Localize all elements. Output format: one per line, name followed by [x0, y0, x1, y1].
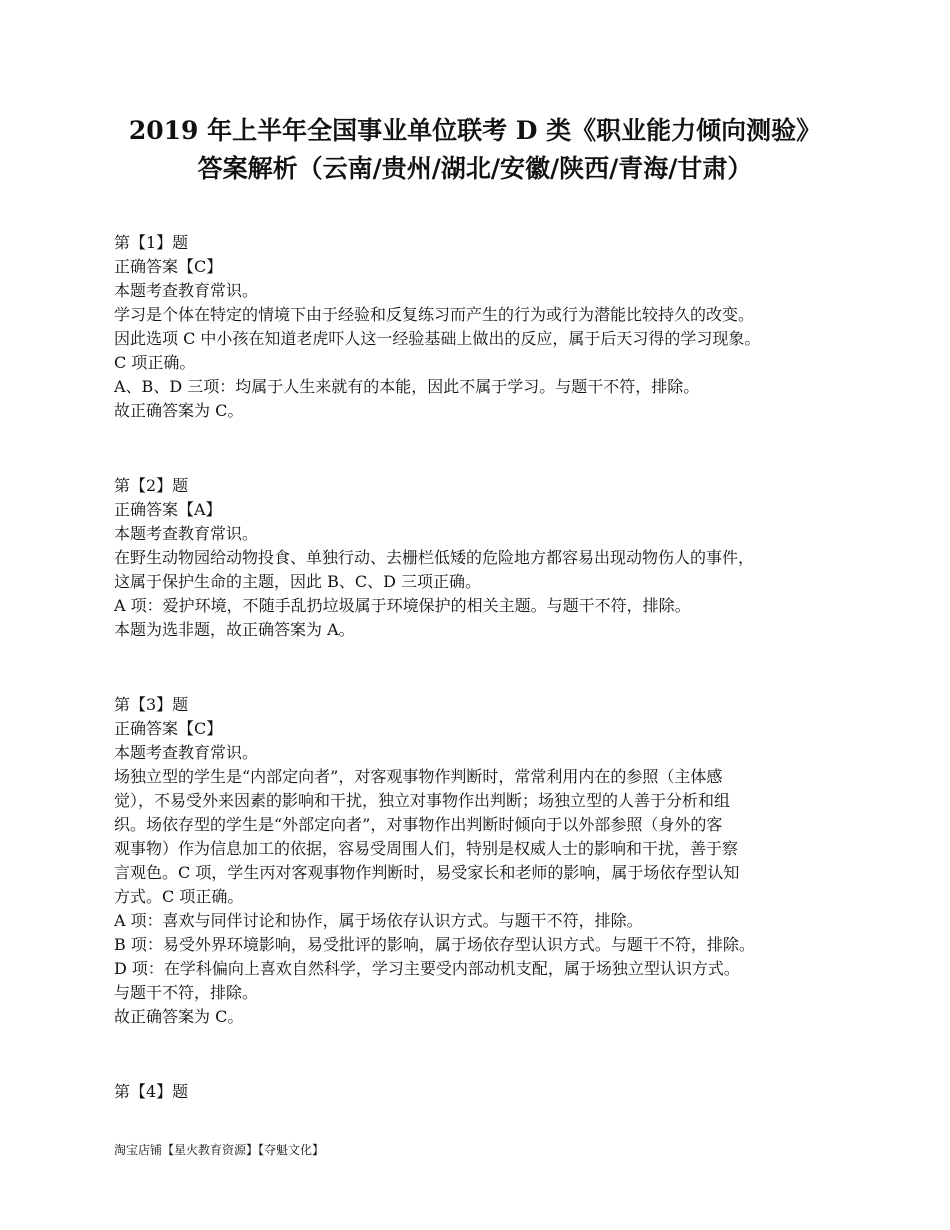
explanation-line: 因此选项 C 中小孩在知道老虎吓人这一经验基础上做出的反应，属于后天习得的学习现象。 [114, 329, 761, 348]
explanation-line: 本题考查教育常识。 [114, 281, 259, 300]
explanation-line: 故正确答案为 C。 [114, 1007, 244, 1026]
question-number: 第【4】题 [114, 1082, 189, 1101]
explanation-line: 本题考查教育常识。 [114, 743, 259, 762]
correct-answer: 正确答案【C】 [114, 719, 223, 738]
explanation-line: 观事物）作为信息加工的依据，容易受周围人们，特别是权威人士的影响和干扰，善于察 [114, 839, 739, 858]
question-number: 第【2】题 [114, 476, 189, 495]
explanation-line: 这属于保护生命的主题，因此 B、C、D 三项正确。 [114, 572, 482, 591]
document-title [0, 112, 950, 188]
question-4 [114, 1080, 854, 1104]
explanation-line: 故正确答案为 C。 [114, 401, 244, 420]
explanation-line: A、B、D 三项：均属于人生来就有的本能，因此不属于学习。与题干不符，排除。 [114, 377, 700, 396]
explanation-line: 织。场依存型的学生是“外部定向者”，对事物作出判断时倾向于以外部参照（身外的客 [114, 815, 723, 834]
explanation-line: 言观色。C 项，学生丙对客观事物作判断时，易受家长和老师的影响，属于场依存型认知 [114, 863, 740, 882]
explanation-line: 本题考查教育常识。 [114, 524, 259, 543]
title-line-1: 2019 年上半年全国事业单位联考 D 类《职业能力倾向测验》 [128, 116, 822, 145]
question-number: 第【3】题 [114, 695, 189, 714]
explanation-line: A 项：爱护环境，不随手乱扔垃圾属于环境保护的相关主题。与题干不符，排除。 [114, 596, 691, 615]
explanation-line: 场独立型的学生是“内部定向者”，对客观事物作判断时，常常利用内在的参照（主体感 [114, 767, 723, 786]
explanation-line: C 项正确。 [114, 353, 196, 372]
explanation-line: 本题为选非题，故正确答案为 A。 [114, 620, 355, 639]
explanation-line: 在野生动物园给动物投食、单独行动、去栅栏低矮的危险地方都容易出现动物伤人的事件， [114, 548, 755, 567]
page-footer: 淘宝店铺【星火教育资源】【夺魁文化】 [114, 1143, 325, 1157]
explanation-line: D 项：在学科偏向上喜欢自然科学，学习主要受内部动机支配，属于场独立型认识方式。 [114, 959, 740, 978]
explanation-line: B 项：易受外界环境影响，易受批评的影响，属于场依存型认识方式。与题干不符，排除。 [114, 935, 755, 954]
correct-answer: 正确答案【C】 [114, 257, 223, 276]
explanation-line: 觉），不易受外来因素的影响和干扰，独立对事物作出判断；场独立型的人善于分析和组 [114, 791, 731, 810]
correct-answer: 正确答案【A】 [114, 500, 222, 519]
question-1 [114, 231, 854, 423]
explanation-line: A 项：喜欢与同伴讨论和协作，属于场依存认识方式。与题干不符，排除。 [114, 911, 643, 930]
explanation-line: 方式。C 项正确。 [114, 887, 244, 906]
question-number: 第【1】题 [114, 233, 189, 252]
answer-content [114, 231, 854, 1155]
question-3 [114, 693, 854, 1029]
question-2 [114, 474, 854, 642]
explanation-line: 与题干不符，排除。 [114, 983, 259, 1002]
explanation-line: 学习是个体在特定的情境下由于经验和反复练习而产生的行为或行为潜能比较持久的改变。 [114, 305, 755, 324]
title-line-2: 答案解析（云南/贵州/湖北/安徽/陕西/青海/甘肃） [197, 154, 753, 183]
